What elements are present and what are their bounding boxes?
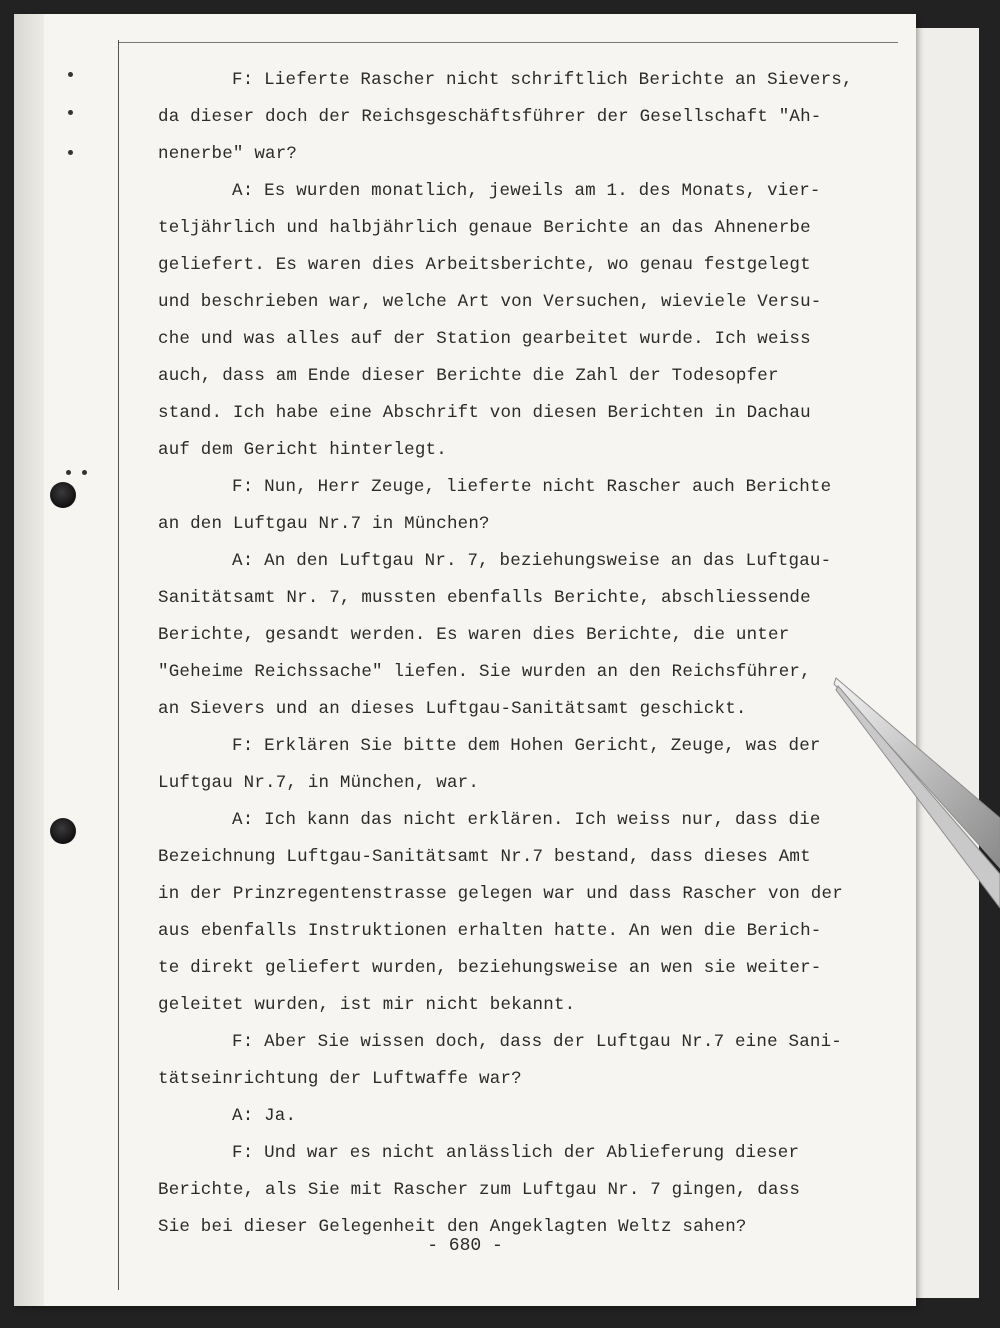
text-line: "Geheime Reichssache" liefen. Sie wurden an den Reichsführer, [158,662,811,682]
binding-strip [14,14,44,1306]
text-line: Sanitätsamt Nr. 7, mussten ebenfalls Berichte, abschliessende [158,588,811,608]
text-line: Berichte, gesandt werden. Es waren dies Berichte, die unter [158,625,790,645]
text-line: auch, dass am Ende dieser Berichte die Zahl der Todesopfer [158,366,779,386]
tweezers-tool [828,668,1000,908]
text-line: F: Und war es nicht anlässlich der Ablieferung dieser [232,1143,800,1163]
text-line: Berichte, als Sie mit Rascher zum Luftgau Nr. 7 gingen, dass [158,1180,801,1200]
text-line: te direkt geliefert wurden, beziehungsweise an wen sie weiter- [158,958,822,978]
punch-hole-upper [50,482,76,508]
text-line: geleitet wurden, ist mir nicht bekannt. [158,995,576,1015]
document-page [14,14,916,1306]
text-line: Bezeichnung Luftgau-Sanitätsamt Nr.7 bestand, dass dieses Amt [158,847,811,867]
text-line: F: Lieferte Rascher nicht schriftlich Berichte an Sievers, [232,70,853,90]
text-line: che und was alles auf der Station gearbeitet wurde. Ich weiss [158,329,811,349]
text-line: F: Aber Sie wissen doch, dass der Luftgau Nr.7 eine Sani- [232,1032,842,1052]
margin-dot [66,470,71,475]
text-line: A: An den Luftgau Nr. 7, beziehungsweise an das Luftgau- [232,551,832,571]
margin-dot [68,150,73,155]
punch-hole-lower [50,818,76,844]
text-line: an den Luftgau Nr.7 in München? [158,514,490,534]
text-line: aus ebenfalls Instruktionen erhalten hatte. An wen die Berich- [158,921,822,941]
text-line: auf dem Gericht hinterlegt. [158,440,447,460]
text-line: tätseinrichtung der Luftwaffe war? [158,1069,522,1089]
text-line: stand. Ich habe eine Abschrift von diesen Berichten in Dachau [158,403,811,423]
text-line: A: Ich kann das nicht erklären. Ich weiss nur, dass die [232,810,821,830]
text-line: Sie bei dieser Gelegenheit den Angeklagten Weltz sahen? [158,1217,747,1237]
text-line: A: Es wurden monatlich, jeweils am 1. des Monats, vier- [232,181,821,201]
margin-dot [68,110,73,115]
text-line: Luftgau Nr.7, in München, war. [158,773,480,793]
margin-dot [82,470,87,475]
text-line: da dieser doch der Reichsgeschäftsführer der Gesellschaft "Ah- [158,107,822,127]
top-rule-line [118,42,898,43]
text-line: F: Erklären Sie bitte dem Hohen Gericht, Zeuge, was der [232,736,821,756]
typed-transcript [158,62,868,1246]
underlying-page-edge [908,28,979,1298]
text-line: an Sievers und an dieses Luftgau-Sanitätsamt geschickt. [158,699,747,719]
left-margin-line [118,40,119,1290]
text-line: geliefert. Es waren dies Arbeitsberichte, wo genau festgelegt [158,255,811,275]
text-line: nenerbe" war? [158,144,298,164]
page-number: - 680 - [427,1236,503,1256]
margin-dot [68,72,73,77]
text-line: F: Nun, Herr Zeuge, lieferte nicht Rascher auch Berichte [232,477,832,497]
text-line: A: Ja. [232,1106,297,1126]
text-line: und beschrieben war, welche Art von Versuchen, wieviele Versu- [158,292,822,312]
text-line: teljährlich und halbjährlich genaue Berichte an das Ahnenerbe [158,218,811,238]
text-line: in der Prinzregentenstrasse gelegen war und dass Rascher von der [158,884,843,904]
